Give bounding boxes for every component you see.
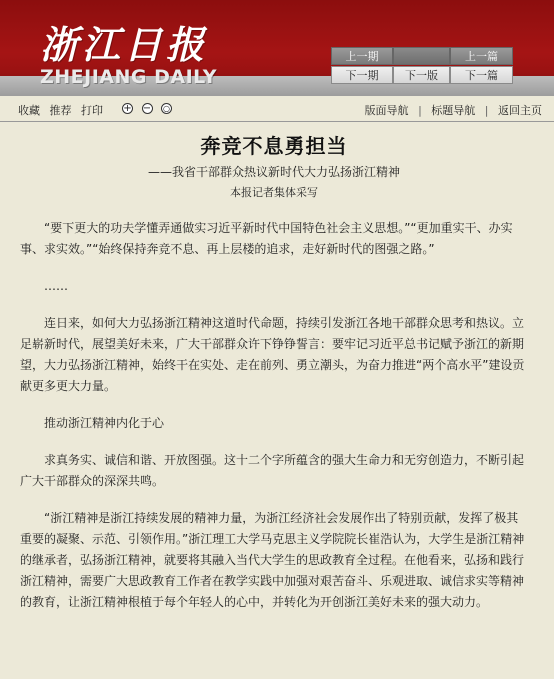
separator: | bbox=[418, 104, 422, 117]
toolbar-navigation bbox=[365, 102, 542, 118]
home-link[interactable]: 返回主页 bbox=[498, 104, 542, 117]
prev-issue-button[interactable]: 上一期 bbox=[331, 47, 393, 65]
print-link[interactable]: 打印 bbox=[81, 104, 103, 117]
toolbar-actions bbox=[18, 102, 109, 118]
bookmark-link[interactable]: 收藏 bbox=[18, 104, 40, 117]
article-section-heading: 推动浙江精神内化于心 bbox=[44, 416, 165, 430]
article-paragraph: 连日来，如何大力弘扬浙江精神这道时代命题，持续引发浙江各地干部群众思考和热议。立足崭新时代，展望美好未来，广大干部群众许下铮铮誓言：要牢记习近平总书记赋予浙江的新期望，大力弘扬浙江精神，始终干在实处、走在前列、勇立潮头，为奋力推进“两个高水平”建设贡献更多更大力量。 bbox=[20, 316, 525, 393]
issue-navigation bbox=[331, 47, 513, 85]
prev-article-button[interactable]: 上一篇 bbox=[450, 47, 513, 65]
title-nav-link[interactable]: 标题导航 bbox=[431, 104, 476, 117]
article-title: 奔竞不息勇担当 bbox=[200, 134, 348, 158]
header bbox=[0, 0, 554, 96]
next-page-button[interactable]: 下一版 bbox=[393, 66, 450, 84]
article-paragraph: 求真务实、诚信和谐、开放图强。这十二个字所蕴含的强大生命力和无穷创造力，不断引起广大干部群众的深深共鸣。 bbox=[20, 453, 525, 488]
zoom-controls bbox=[122, 101, 177, 114]
article-paragraph: “浙江精神是浙江持续发展的精神力量，为浙江经济社会发展作出了特别贡献，发挥了极其重要的凝聚、示范、引领作用。”浙江理工大学马克思主义学院院长崔浩认为，大学生是浙江精神的继承者，弘扬浙江精神，就要将其融入当代大学生的思政教育全过程。在他看来，弘扬和践行浙江精神，需要广大思政教育工作者在教学实践中加强对艰苦奋斗、乐观进取、诚信求实等精神的教育，让浙江精神根植于每个年轻人的心中，并转化为开创浙江美好未来的强大动力。 bbox=[20, 511, 525, 609]
next-issue-button[interactable]: 下一期 bbox=[331, 66, 393, 84]
article-body bbox=[0, 122, 554, 679]
article-paragraph: “要下更大的功夫学懂弄通做实习近平新时代中国特色社会主义思想。”“更加重实干、办实事、求实效。”“始终保持奔竞不息、再上层楼的追求，走好新时代的图强之路。” bbox=[20, 221, 513, 256]
zoom-out-icon[interactable]: − bbox=[142, 103, 152, 114]
zoom-reset-icon[interactable]: ○ bbox=[161, 103, 172, 114]
next-article-button[interactable]: 下一篇 bbox=[450, 66, 513, 84]
page-nav-link[interactable]: 版面导航 bbox=[364, 104, 409, 117]
recommend-link[interactable]: 推荐 bbox=[49, 104, 72, 117]
separator: | bbox=[484, 104, 489, 117]
logo-english: ZHEJIANG DAILY bbox=[40, 66, 218, 88]
article-paragraph: …… bbox=[44, 279, 68, 293]
article-subtitle: ——我省干部群众热议新时代大力弘扬浙江精神 bbox=[147, 165, 400, 179]
logo-chinese: 浙江日报 bbox=[40, 22, 209, 67]
zoom-in-icon[interactable]: + bbox=[123, 103, 132, 114]
article-byline: 本报记者集体采写 bbox=[230, 186, 318, 199]
toolbar bbox=[0, 96, 554, 122]
nav-spacer bbox=[393, 47, 450, 65]
